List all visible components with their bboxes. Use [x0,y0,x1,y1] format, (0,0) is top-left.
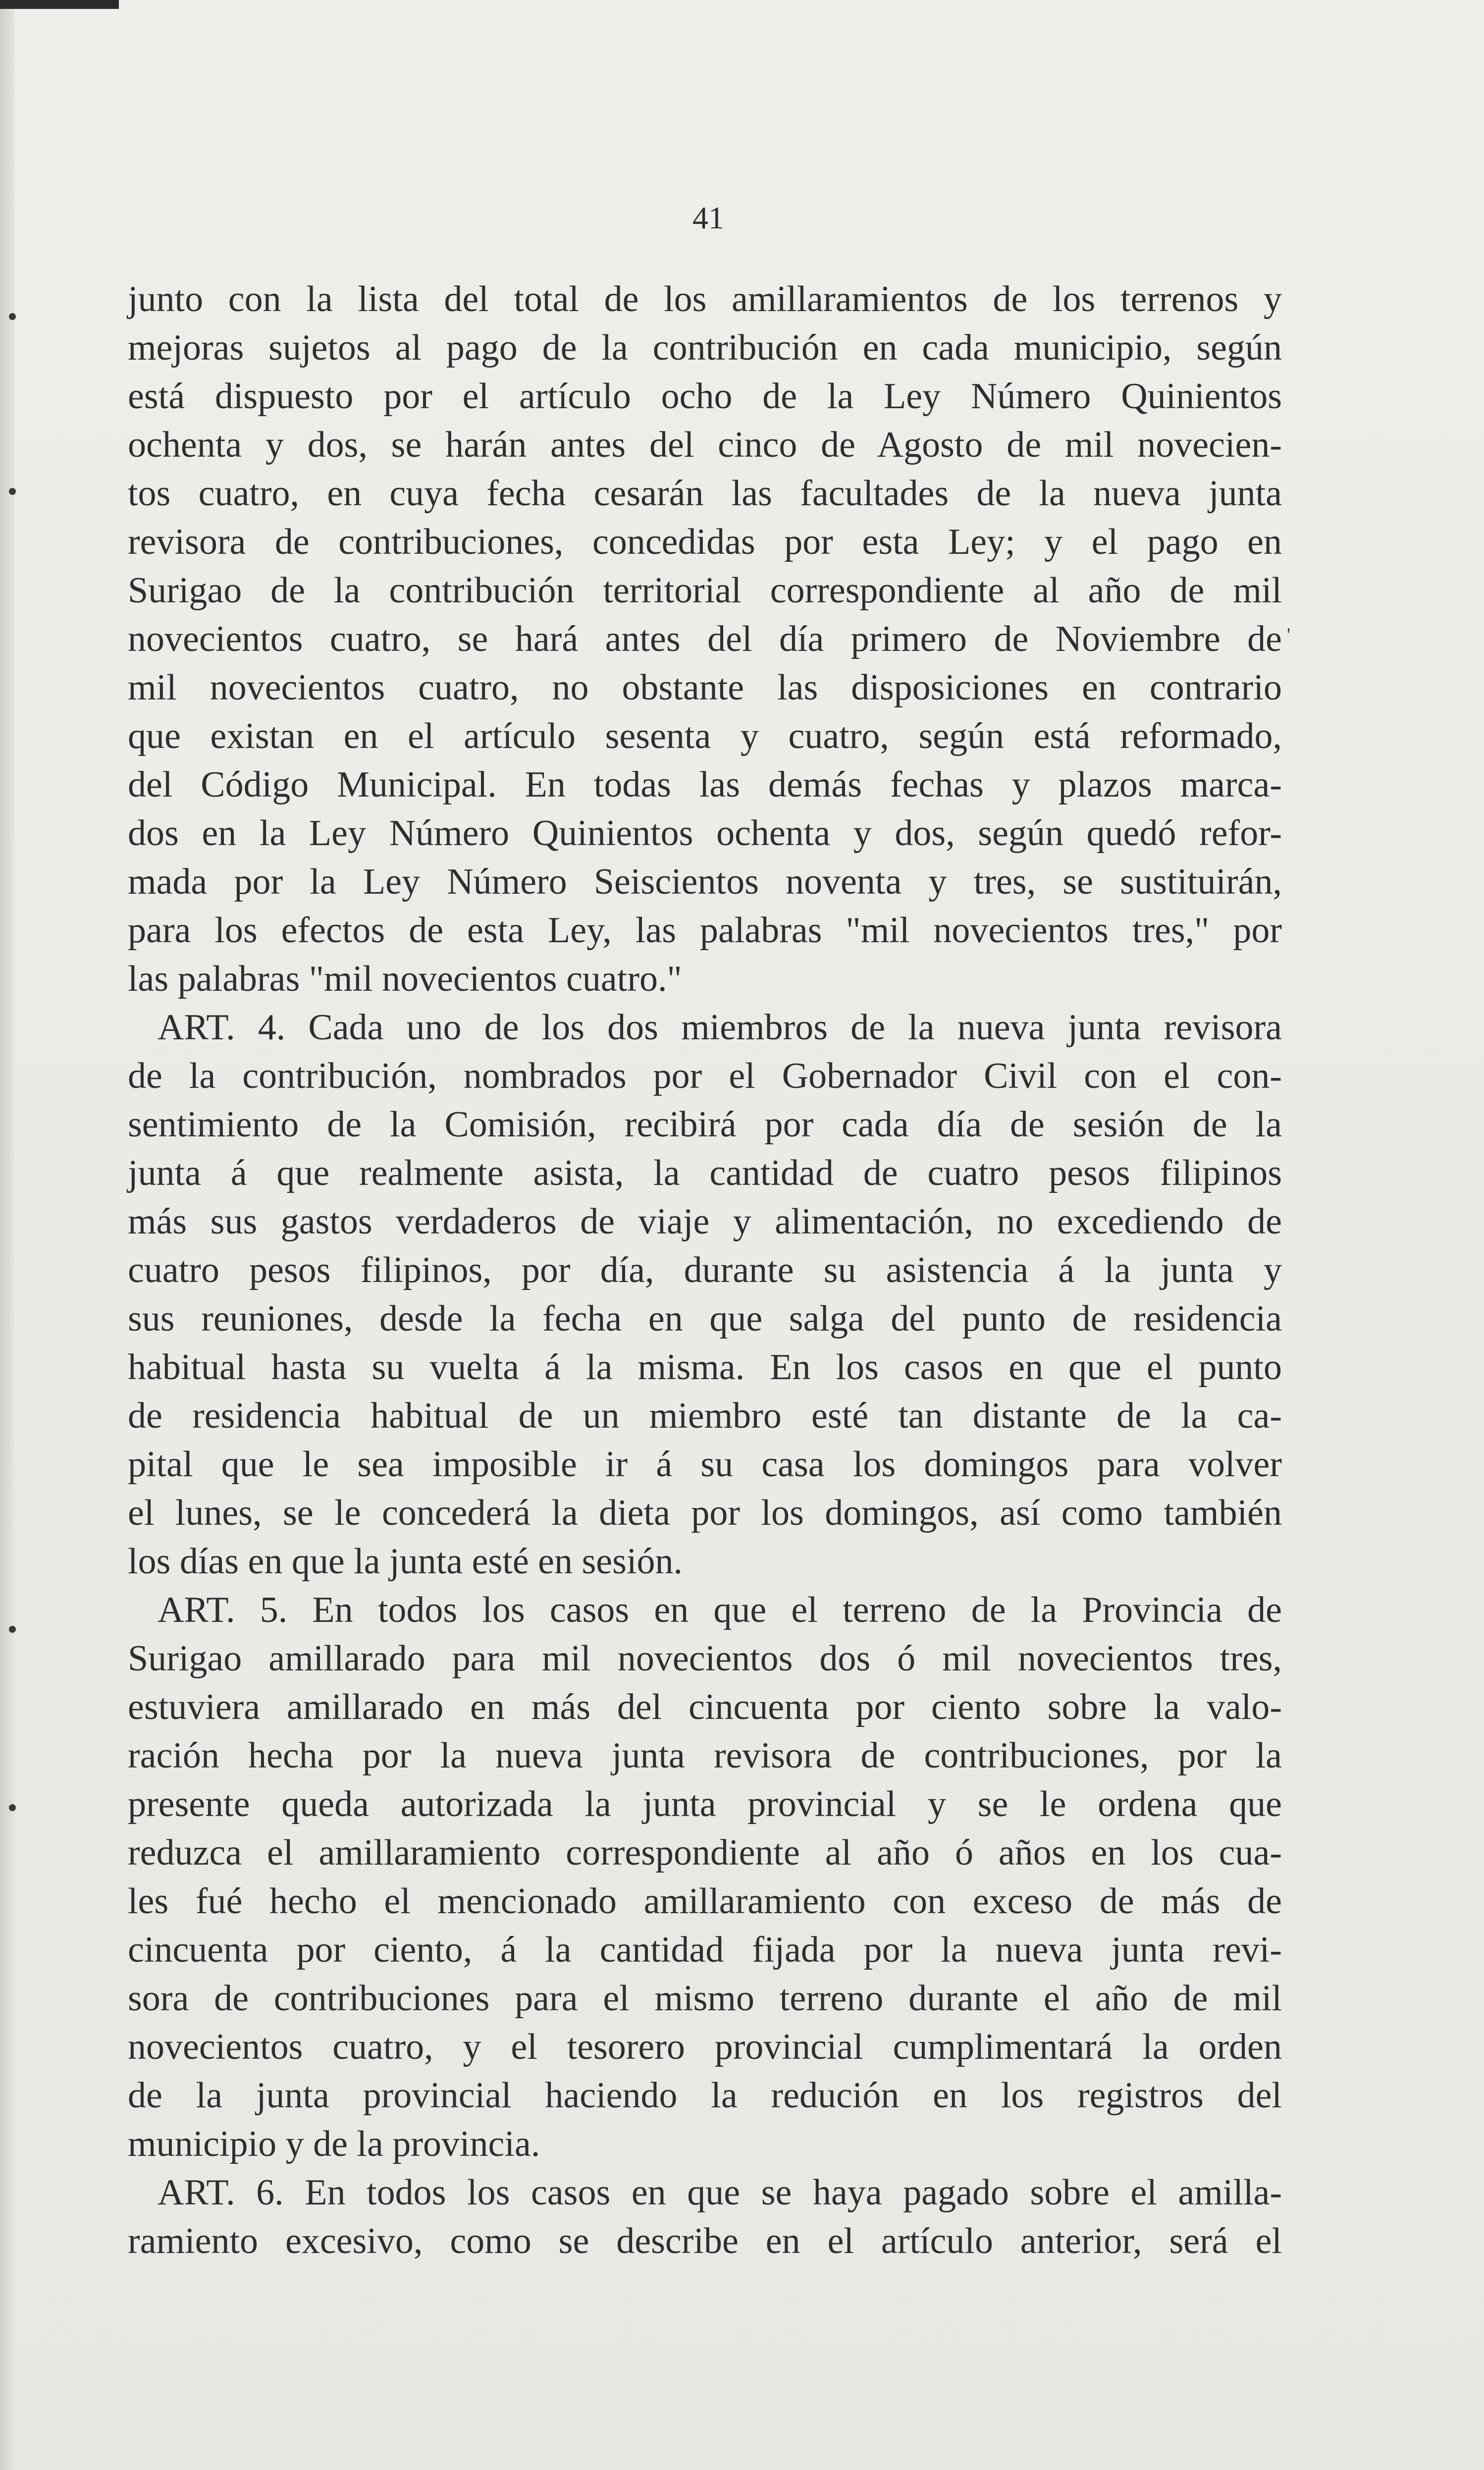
text-line: de la junta provincial haciendo la redución en los registros del [128,2075,1282,2116]
text-line: novecientos cuatro, se hará antes del día primero de Noviembre de [128,619,1282,659]
paragraph-end-line: los días en que la junta esté en sesión. [128,1541,683,1582]
text-line: más sus gastos verdaderos de viaje y alimentación, no excediendo de [128,1201,1282,1242]
text-line: que existan en el artículo sesenta y cuatro, según está reformado, [128,716,1282,756]
paragraph-end-line: municipio y de la provincia. [128,2124,540,2164]
text-line: mejoras sujetos al pago de la contribución en cada municipio, según [128,327,1282,368]
text-line: ración hecha por la nueva junta revisora de contribuciones, por la [128,1735,1282,1776]
text-line: para los efectos de esta Ley, las palabras "mil novecientos tres," por [128,910,1282,951]
text-line: sus reuniones, desde la fecha en que salga del punto de residencia [128,1298,1282,1339]
text-line: les fué hecho el mencionado amillaramiento con exceso de más de [128,1881,1282,1922]
article-6-heading-line: ART. 6. En todos los casos en que se haya pagado sobre el amilla- [158,2172,1282,2213]
margin-speck [9,1804,16,1811]
article-4-heading-line: ART. 4. Cada uno de los dos miembros de la nueva junta revisora [158,1007,1282,1048]
text-line: junta á que realmente asista, la cantidad de cuatro pesos filipinos [128,1153,1282,1193]
margin-speck [9,313,16,320]
text-line: sentimiento de la Comisión, recibirá por cada día de sesión de la [128,1104,1282,1145]
text-line: está dispuesto por el artículo ocho de la Ley Número Quinientos [128,376,1282,417]
text-line: tos cuatro, en cuya fecha cesarán las facultades de la nueva junta [128,473,1282,514]
body-text [128,275,1282,2265]
text-line: del Código Municipal. En todas las demás fechas y plazos marca- [128,764,1282,805]
margin-speck: ' [1287,624,1291,646]
text-line: revisora de contribuciones, concedidas por esta Ley; y el pago en [128,522,1282,562]
scan-edge-mark [0,0,119,9]
text-line: cuatro pesos filipinos, por día, durante su asistencia á la junta y [128,1250,1282,1290]
text-line: el lunes, se le concederá la dieta por los domingos, así como también [128,1493,1282,1533]
text-line: mada por la Ley Número Seiscientos noventa y tres, se sustituirán, [128,861,1282,902]
binding-edge [0,0,15,2470]
text-line: ochenta y dos, se harán antes del cinco de Agosto de mil novecien- [128,425,1282,465]
page-number: 41 [692,200,724,235]
margin-speck [9,488,16,495]
text-line: habitual hasta su vuelta á la misma. En los casos en que el punto [128,1347,1282,1388]
article-5-heading-line: ART. 5. En todos los casos en que el terreno de la Provincia de [158,1590,1282,1630]
text-line: mil novecientos cuatro, no obstante las disposiciones en contrario [128,667,1282,708]
margin-speck [9,1626,16,1633]
paragraph-end-line: las palabras "mil novecientos cuatro." [128,959,682,999]
text-line: Surigao amillarado para mil novecientos dos ó mil novecientos tres, [128,1638,1282,1679]
text-line: junto con la lista del total de los amillaramientos de los terrenos y [128,279,1282,320]
text-line: dos en la Ley Número Quinientos ochenta y dos, según quedó refor- [128,813,1282,854]
text-line: reduzca el amillaramiento correspondiente al año ó años en los cua- [128,1832,1282,1873]
text-line: Surigao de la contribución territorial correspondiente al año de mil [128,570,1282,611]
text-line: estuviera amillarado en más del cincuenta por ciento sobre la valo- [128,1687,1282,1727]
text-line: sora de contribuciones para el mismo terreno durante el año de mil [128,1978,1282,2019]
text-line: de la contribución, nombrados por el Gobernador Civil con el con- [128,1056,1282,1096]
text-line: pital que le sea imposible ir á su casa los domingos para volver [128,1444,1282,1485]
text-line: novecientos cuatro, y el tesorero provincial cumplimentará la orden [128,2027,1282,2067]
text-line: presente queda autorizada la junta provincial y se le ordena que [128,1784,1282,1825]
text-line: ramiento excesivo, como se describe en el artículo anterior, será el [128,2221,1282,2261]
text-line: cincuenta por ciento, á la cantidad fijada por la nueva junta revi- [128,1930,1282,1970]
text-line: de residencia habitual de un miembro esté tan distante de la ca- [128,1396,1282,1436]
